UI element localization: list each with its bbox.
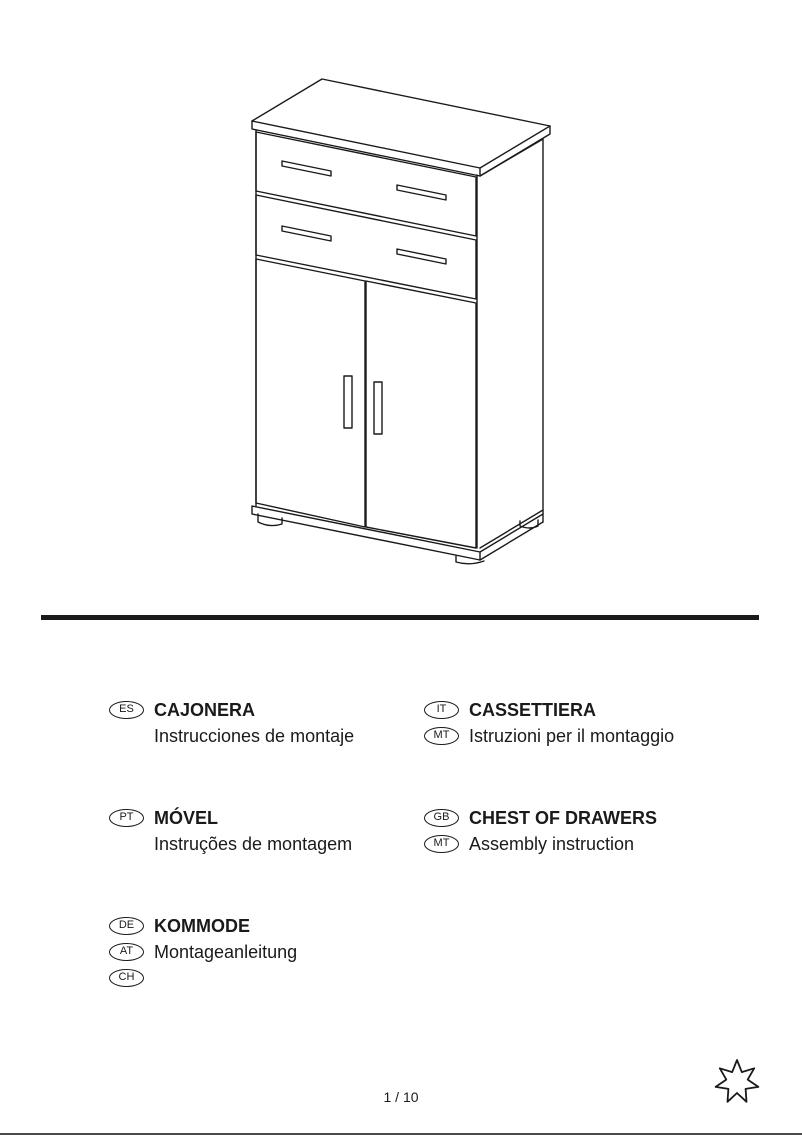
product-title: KOMMODE (154, 915, 250, 936)
door-left (256, 259, 365, 527)
top-panel (252, 79, 550, 168)
foot-right (520, 520, 538, 528)
separator-rule (41, 615, 759, 620)
product-title: MÓVEL (154, 807, 219, 828)
country-badge-at: AT (109, 943, 144, 961)
instruction-subtitle: Montageanleitung (154, 941, 298, 962)
star-icon (713, 1056, 761, 1106)
drawer-bottom-handle-right (397, 249, 446, 264)
instruction-subtitle: Instrucciones de montaje (154, 725, 355, 746)
page-number: 1 / 10 (383, 1089, 419, 1105)
entry-gb (424, 805, 657, 857)
entry-es (109, 697, 354, 749)
product-title: CAJONERA (154, 699, 256, 720)
country-badge-de: DE (109, 917, 144, 935)
entry-pt (109, 805, 352, 857)
door-left-handle (344, 376, 352, 428)
drawer-top-handle-left (282, 161, 331, 176)
product-title: CASSETTIERA (469, 699, 597, 720)
star-shape (716, 1060, 759, 1102)
country-badge-ch: CH (109, 969, 144, 987)
drawer-bottom-handle-left (282, 226, 331, 241)
country-badge-gb: GB (424, 809, 459, 827)
country-badge-it: IT (424, 701, 459, 719)
instruction-subtitle: Istruzioni per il montaggio (469, 725, 675, 746)
entry-de (109, 913, 297, 991)
instruction-subtitle: Assembly instruction (469, 833, 635, 854)
side-panel (480, 139, 543, 548)
country-badge-mt: MT (424, 835, 459, 853)
country-badge-mt: MT (424, 727, 459, 745)
entry-it (424, 697, 674, 749)
country-badge-pt: PT (109, 809, 144, 827)
instruction-subtitle: Instruções de montagem (154, 833, 353, 854)
product-title: CHEST OF DRAWERS (469, 807, 658, 828)
page-bottom-rule (0, 1133, 802, 1135)
door-right-handle (374, 382, 382, 434)
country-badge-es: ES (109, 701, 144, 719)
drawer-top-handle-right (397, 185, 446, 200)
